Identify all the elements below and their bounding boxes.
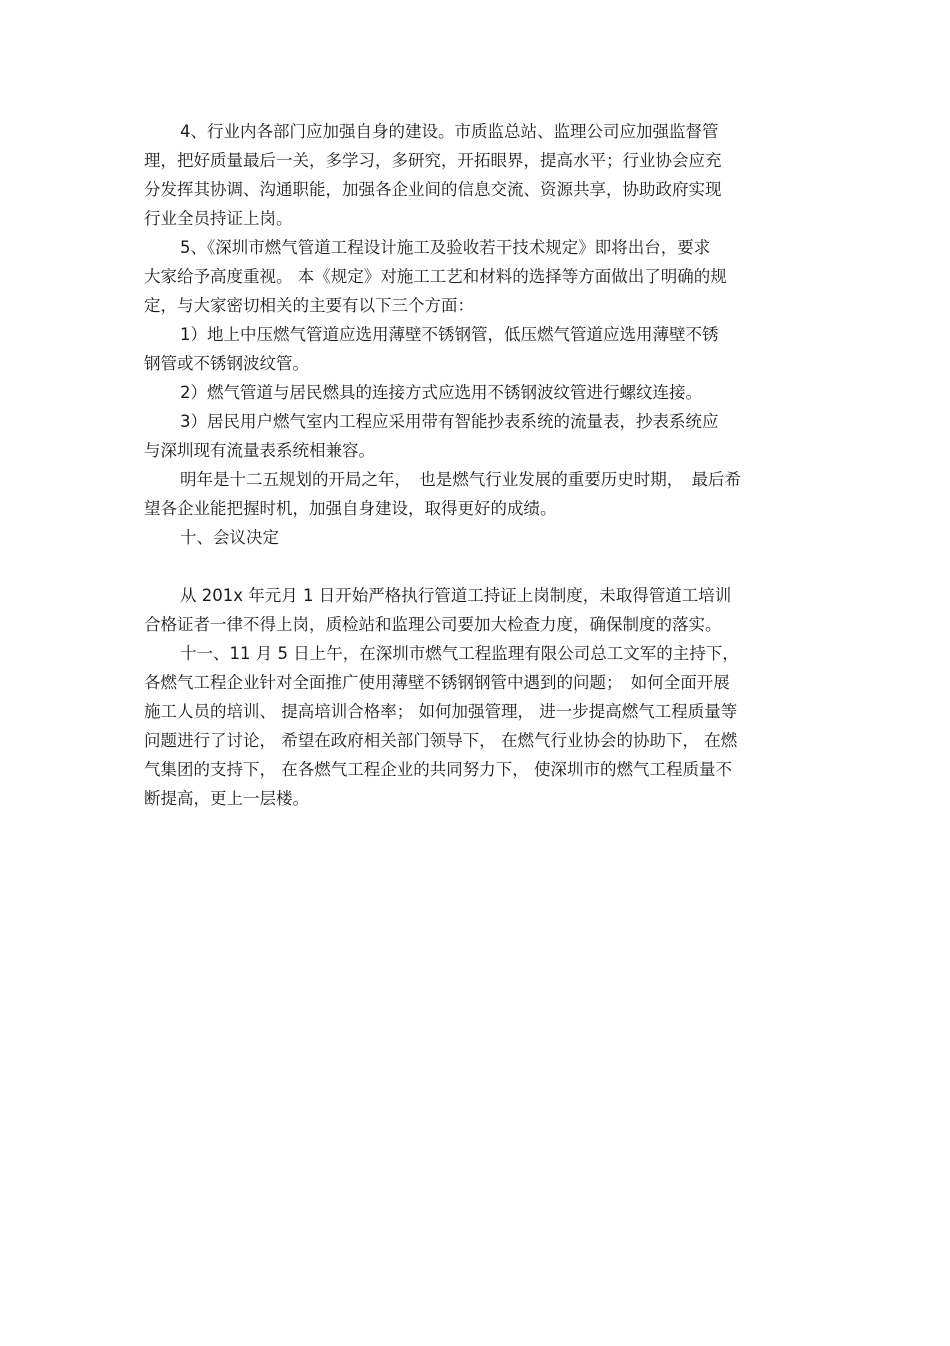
section-11-line-4: 问题进行了讨论， 希望在政府相关部门领导下， 在燃气行业协会的协助下， 在燃 bbox=[144, 731, 738, 750]
paragraph-4-line-2: 理，把好质量最后一关，多学习，多研究，开拓眼界，提高水平；行业协会应充 bbox=[144, 151, 722, 170]
item-1-line-1: 1）地上中压燃气管道应选用薄壁不锈钢管，低压燃气管道应选用薄壁不锈 bbox=[180, 325, 719, 344]
paragraph-4-line-1: 4、行业内各部门应加强自身的建设。市质监总站、监理公司应加强监督管 bbox=[180, 122, 719, 141]
section-11-line-3: 施工人员的培训、 提高培训合格率； 如何加强管理， 进一步提高燃气工程质量等 bbox=[144, 702, 738, 721]
section-11-line-1: 十一、11 月 5 日上午，在深圳市燃气工程监理有限公司总工文军的主持下， bbox=[180, 644, 739, 663]
paragraph-4-line-4: 行业全员持证上岗。 bbox=[144, 209, 293, 228]
item-2-line-1: 2）燃气管道与居民燃具的连接方式应选用不锈钢波纹管进行螺纹连接。 bbox=[180, 383, 702, 402]
item-3-line-1: 3）居民用户燃气室内工程应采用带有智能抄表系统的流量表，抄表系统应 bbox=[180, 412, 719, 431]
decision-line-1: 从 201x 年元月 1 日开始严格执行管道工持证上岗制度，未取得管道工培训 bbox=[180, 586, 732, 605]
paragraph-5-line-2: 大家给予高度重视。 本《规定》对施工工艺和材料的选择等方面做出了明确的规 bbox=[144, 267, 727, 286]
section-11-line-6: 断提高，更上一层楼。 bbox=[144, 789, 309, 808]
section-11-line-5: 气集团的支持下， 在各燃气工程企业的共同努力下， 使深圳市的燃气工程质量不 bbox=[144, 760, 732, 779]
next-year-line-2: 望各企业能把握时机，加强自身建设，取得更好的成绩。 bbox=[144, 499, 557, 518]
paragraph-5-line-3: 定，与大家密切相关的主要有以下三个方面： bbox=[144, 296, 474, 315]
item-1-line-2: 钢管或不锈钢波纹管。 bbox=[144, 354, 309, 373]
next-year-line-1: 明年是十二五规划的开局之年， 也是燃气行业发展的重要历史时期， 最后希 bbox=[180, 470, 741, 489]
paragraph-4-line-3: 分发挥其协调、沟通职能，加强各企业间的信息交流、资源共享，协助政府实现 bbox=[144, 180, 722, 199]
section-11-line-2: 各燃气工程企业针对全面推广使用薄壁不锈钢钢管中遇到的问题； 如何全面开展 bbox=[144, 673, 730, 692]
item-3-line-2: 与深圳现有流量表系统相兼容。 bbox=[144, 441, 375, 460]
decision-line-2: 合格证者一律不得上岗，质检站和监理公司要加大检查力度，确保制度的落实。 bbox=[144, 615, 722, 634]
section-10-heading: 十、会议决定 bbox=[180, 528, 279, 547]
paragraph-5-line-1: 5、《深圳市燃气管道工程设计施工及验收若干技术规定》即将出台，要求 bbox=[180, 238, 711, 257]
